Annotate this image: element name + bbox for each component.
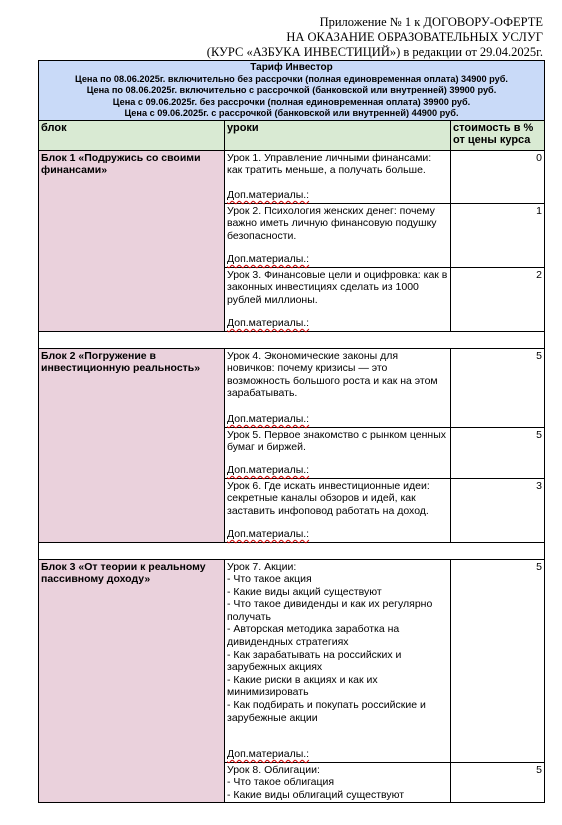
spacer-row bbox=[39, 542, 545, 559]
lesson-topic: - Как подбирать и покупать российские и зарубежные акции bbox=[227, 699, 426, 724]
lesson-topic: - Что такое облигация bbox=[227, 776, 335, 789]
materials-label: Доп.материалы.: bbox=[227, 463, 310, 476]
column-header-block: блок bbox=[39, 120, 225, 150]
lesson-topic: - Какие риски в акциях и как их минимизировать bbox=[227, 673, 378, 699]
lesson-text: Урок 1. Управление личными финансами: как тратить меньше, а получать больше. bbox=[227, 151, 432, 177]
document-header bbox=[207, 15, 543, 60]
header-line-1: Приложение № 1 к ДОГОВОРУ-ОФЕРТЕ bbox=[319, 15, 543, 29]
materials-label: Доп.материалы.: bbox=[227, 188, 310, 201]
lesson-topic: - Какие виды акций существуют bbox=[227, 585, 382, 598]
tariff-header bbox=[39, 61, 545, 121]
materials-label: Доп.материалы.: bbox=[227, 412, 310, 425]
lesson-cost: 1 bbox=[451, 203, 545, 267]
lesson-cost: 5 bbox=[451, 348, 545, 427]
lesson-topic: - Что такое дивиденды и как их регулярно получать bbox=[227, 598, 433, 623]
lesson-topic: - Авторская методика заработка на дивидендных стратегиях bbox=[227, 623, 400, 649]
tariff-price: Цена по 08.06.2025г. включительно с рассрочкой (банковской или внутренней) 39900 руб. bbox=[86, 85, 497, 95]
lesson-cell bbox=[225, 150, 451, 203]
lesson-text: Урок 2. Психология женских денег: почему важно иметь личную финансовую подушку безопасности. bbox=[227, 204, 437, 242]
materials-label: Доп.материалы.: bbox=[227, 252, 310, 265]
tariff-title: Тариф Инвестор bbox=[250, 62, 333, 73]
lesson-text: Урок 3. Финансовые цели и оцифровка: как в законных инвестициях сделать из 1000 рублей миллионы. bbox=[227, 268, 448, 306]
column-header-lessons: уроки bbox=[225, 120, 451, 150]
lesson-cell bbox=[225, 267, 451, 331]
lesson-cell bbox=[225, 762, 451, 803]
materials-label: Доп.материалы.: bbox=[227, 747, 310, 760]
tariff-price: Цена с 09.06.2025г. с рассрочкой (банковской или внутренней) 44900 руб. bbox=[124, 108, 459, 118]
lesson-text: Урок 5. Первое знакомство с рынком ценных бумаг и биржей. bbox=[227, 428, 447, 454]
lesson-cost: 0 bbox=[451, 150, 545, 203]
spacer-row bbox=[39, 331, 545, 348]
lesson-cell bbox=[225, 427, 451, 478]
lesson-cost: 5 bbox=[451, 762, 545, 803]
lesson-cell bbox=[225, 478, 451, 542]
lesson-cell bbox=[225, 203, 451, 267]
header-line-2: НА ОКАЗАНИЕ ОБРАЗОВАТЕЛЬНЫХ УСЛУГ bbox=[286, 30, 543, 44]
materials-label: Доп.материалы.: bbox=[227, 527, 310, 540]
lesson-text: Урок 6. Где искать инвестиционные идеи: секретные каналы обзоров и идей, как заставить инфоповод работать на доход. bbox=[227, 479, 430, 517]
lesson-text: Урок 4. Экономические законы для новичков: почему кризисы — это возможность большого роста и как на этом зарабатывать. bbox=[227, 349, 438, 400]
tariff-price: Цена с 09.06.2025г. без рассрочки (полная единовременная оплата) 39900 руб. bbox=[112, 96, 471, 107]
block-title: Блок 3 «От теории к реальному пассивному доходу» bbox=[39, 559, 225, 803]
column-header-cost: стоимость в % от цены курса bbox=[451, 120, 545, 150]
lesson-cost: 3 bbox=[451, 478, 545, 542]
lesson-text: Урок 8. Облигации: bbox=[227, 763, 320, 776]
lesson-cost: 5 bbox=[451, 427, 545, 478]
lesson-topic: - Как зарабатывать на российских и зарубежных акциях bbox=[227, 648, 402, 674]
header-line-3: (КУРС «АЗБУКА ИНВЕСТИЦИЙ») в редакции от 29.04.2025г. bbox=[206, 45, 543, 59]
lesson-cost: 2 bbox=[451, 267, 545, 331]
course-table bbox=[38, 60, 545, 803]
lesson-cell bbox=[225, 559, 451, 762]
lesson-cost: 5 bbox=[451, 559, 545, 762]
lesson-text: Урок 7. Акции: bbox=[227, 560, 297, 573]
lesson-cell bbox=[225, 348, 451, 427]
lesson-topic: - Что такое акция bbox=[227, 573, 312, 586]
block-title: Блок 2 «Погружение в инвестиционную реальность» bbox=[39, 348, 225, 542]
materials-label: Доп.материалы.: bbox=[227, 316, 310, 329]
block-title: Блок 1 «Подружись со своими финансами» bbox=[39, 150, 225, 331]
tariff-price: Цена по 08.06.2025г. включительно без рассрочки (полная единовременная оплата) 34900 руб. bbox=[75, 73, 508, 84]
lesson-topic: - Какие виды облигаций существуют bbox=[227, 788, 405, 801]
